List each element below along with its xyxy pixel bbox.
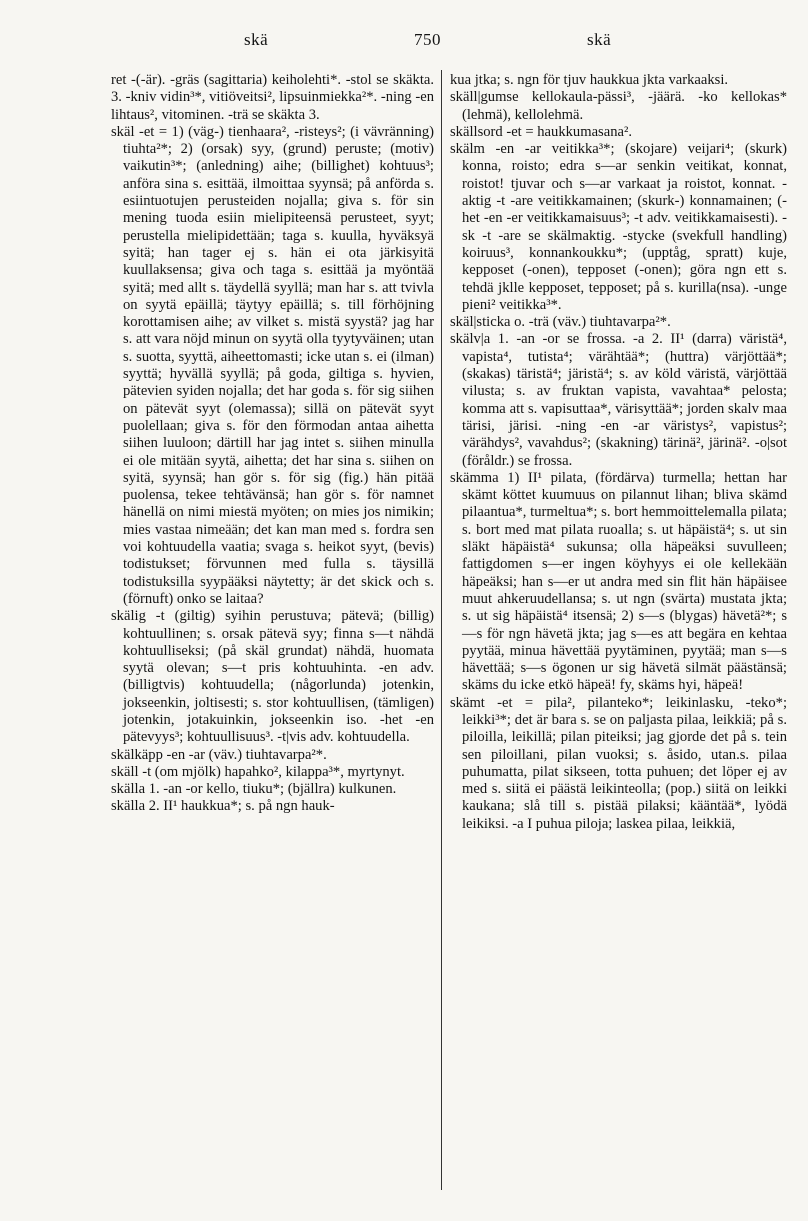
entry-skalkapp: skälkäpp -en -ar (väv.) tiuhtavarpa²*. <box>111 746 327 763</box>
page-number: 750 <box>414 30 441 49</box>
entry-skallgumse: skäll|gumse kellokaula-pässi³, -jäärä. -ko kellokas* (lehmä), kellolehmä. <box>450 89 787 123</box>
entry-skalla-2: skälla 2. II¹ haukkua*; s. på ngn hauk- <box>111 798 335 815</box>
entry-skalig: skälig -t (giltig) syihin perustuva; pätevä; (billig) kohtuullinen; s. orsak pätevä syy; finna s—t nähdä kohtuulliseksi; (på skäl grundat) nähdä, huomata syytä olevan; s—t pris kohtuuhinta. -en adv. (billigtvis) kohtuudella; (någorlunda) jotenkin, jokseenkin, joltisesti; s. stor kohtuullisen, (tämligen) jotenkin, jotakuinkin, jokseenkin iso. -het -en pätevyys³; kohtuullisuus³. -t|vis adv. kohtuudella. <box>111 608 434 746</box>
right-column <box>450 72 787 1192</box>
right-guide-word: skä <box>587 30 612 49</box>
entry-skall: skäll -t (om mjölk) hapahko², kilappa³*, myrtynyt. <box>111 763 405 780</box>
entry-ret-continuation: ret -(-är). -gräs (sagittaria) keiholehti*. -stol se skäkta. 3. -kniv vidin³*, vitiöveitsi², lipsuinmiekka²*. -ning -en lihtaus², vitominen. -trä se skäkta 3. <box>111 72 434 123</box>
column-divider <box>441 70 442 1190</box>
entry-skalm: skälm -en -ar veitikka³*; (skojare) veijari⁴; (skurk) konna, roisto; edra s—ar senkin veitikat, konnat, roistot! tjuvar och s—ar varkaat ja roistot, konnat. -aktig -t -are veitikkamainen; (skurk-) konnamainen; (-het -en -er veitikkamaisuus³; -t adv. veitikkamaisesti). -sk -t -are se skälmaktig. -stycke (svekfull handling) koiruus³, konnankoukku*; (upptåg, spratt) kuje, kepposet (-onen), tepposet (-onen); göra ngn ett s. tehdä jklle kepposet, tepposet; på s. kurilla(nsa). -unge pieni² veitikka³*. <box>450 141 787 313</box>
entry-skal: skäl -et = 1) (väg-) tienhaara², -risteys²; (i vävränning) tiuhta²*; 2) (orsak) syy, (grund) peruste; (motiv) vaikutin³*; (anledning) aihe; (billighet) kohtuus³; anföra sina s. esittää, ilmoittaa syynsä; på anförda s. esiintuotujen perusteiden nojalla; giva s. för sin mening tuoda esiin mielipiteensä perusteet, syyt; perustella mielipidettään; taga s. kuulla, hyväksyä syitä; han tager ej s. hän ei ota järkisyitä kuullaksensa; giva och taga s. esittää ja myöntää syitä; med allt s. täydellä syyllä; man har s. att tvivla on syytä epäillä; täytyy epäillä; s. till förhöjning korottamisen aihe; av vilket s. mistä syystä? jag har s. att vara nöjd minun on syytä olla tyytyväinen; utan s. suotta, syyttä, aiheettomasti; icke utan s. ei (ilman) syyttä; hyvällä syyllä; på goda, giltiga s. hyvien, pätevien syiden nojalla; det har goda s. för sig siihen on pätevät syyt (olemassa); sillä on pätevät syyt puolellaan; giva s. för den förmodan antaa aihetta siihen luuloon; därtill har jag intet s. siihen minulla ei ole mitään syytä, aihetta; det har sina s. siihen on syitä, syynsä; han gör s. för sig (fig.) hän pitää puolensa, tekee tehtävänsä; han gör s. för namnet hänellä on nimi miestä myöten; on mies jos nimikin; mies vastaa nimeään; det kan man med s. fordra sen voi kohtuudella vaatia; svaga s. heikot syyt, (bevis) todistukset; förvunnen med fulla s. täysillä todistuksilla syypääksi näytetty; är det skick och s. (förnuft) onko se laitaa? <box>111 123 434 607</box>
page-header <box>0 30 808 54</box>
left-column <box>111 72 434 1192</box>
entry-skalla-continuation: kua jtka; s. ngn för tjuv haukkua jkta varkaaksi. <box>450 72 729 88</box>
entry-skamt: skämt -et = pila², pilanteko*; leikinlasku, -teko*; leikki³*; det är bara s. se on paljasta pilaa, leikkiä; på s. piloilla, leikillä; pilan piteiksi; jag gjorde det på s. tein sen piloillani, pilan vuoksi; s. åsido, utan.s. pilaa puhumatta, pilat sikseen, totta puhuen; det löper ej av med s. siitä ei päästä leikinteolla; (pop.) siitä on leikki kaukana; slå till s. pistää pilaksi; kääntää*, lyödä leikiksi. -a I puhua piloja; laskea pilaa, leikkiä, <box>450 694 787 832</box>
entry-skalva: skälv|a 1. -an -or se frossa. -a 2. II¹ (darra) väristä⁴, vapista⁴, tutista⁴; värähtää*; (huttra) värjöttää*; (skakas) täristä⁴; järistä⁴; s. av köld väristä, värjöttää vilusta; s. av fruktan vapista, vavahtaa* pelosta; komma att s. vapisuttaa*, värisyttää*; jorden skalv maa tärisi, järisi. -ning -en -ar väristys², vapistus²; värähdys², vavahdus²; (skakning) tärinä², järinä². -o|sot (föråldr.) se frossa. <box>450 331 787 469</box>
entry-skalsticka: skäl|sticka o. -trä (väv.) tiuhtavarpa²*. <box>450 314 671 331</box>
entry-skalla-1: skälla 1. -an -or kello, tiuku*; (bjällra) kulkunen. <box>111 781 397 798</box>
entry-skallsord: skällsord -et = haukkumasana². <box>450 123 633 140</box>
left-guide-word: skä <box>244 30 269 49</box>
entry-skamma: skämma 1) II¹ pilata, (fördärva) turmella; hettan har skämt köttet kuumuus on pilannut lihan; bliva skämd pilaantua*, turmeltua*; s. bort hemmoittelemalla pilata; s. bort med mat pilata ruoalla; s. ut häpäistä⁴; s. ut sin släkt häpäistä⁴ sukunsa; olla häpeäksi suvulleen; fattigdomen s—er ingen köyhyys ei ole kellekään häpeäksi; han s—er ut andra med sin flit hän häpäisee muut ahkeruudellansa; s. ut ngn (svärta) mustata jkta; s. ut sig häpäistä⁴ itsensä; 2) s—s (blygas) hävetä²*; s—s för ngn hävetä jkta; jag s—es att begära en kehtaa pyytää, minua hävettää pyytäminen, pyytää; man s—s hävettää; s—s ögonen ur sig hävetä silmät päästänsä; skäms du icke etkö häpeä! fy, skäms hyi, häpeä! <box>450 469 787 694</box>
